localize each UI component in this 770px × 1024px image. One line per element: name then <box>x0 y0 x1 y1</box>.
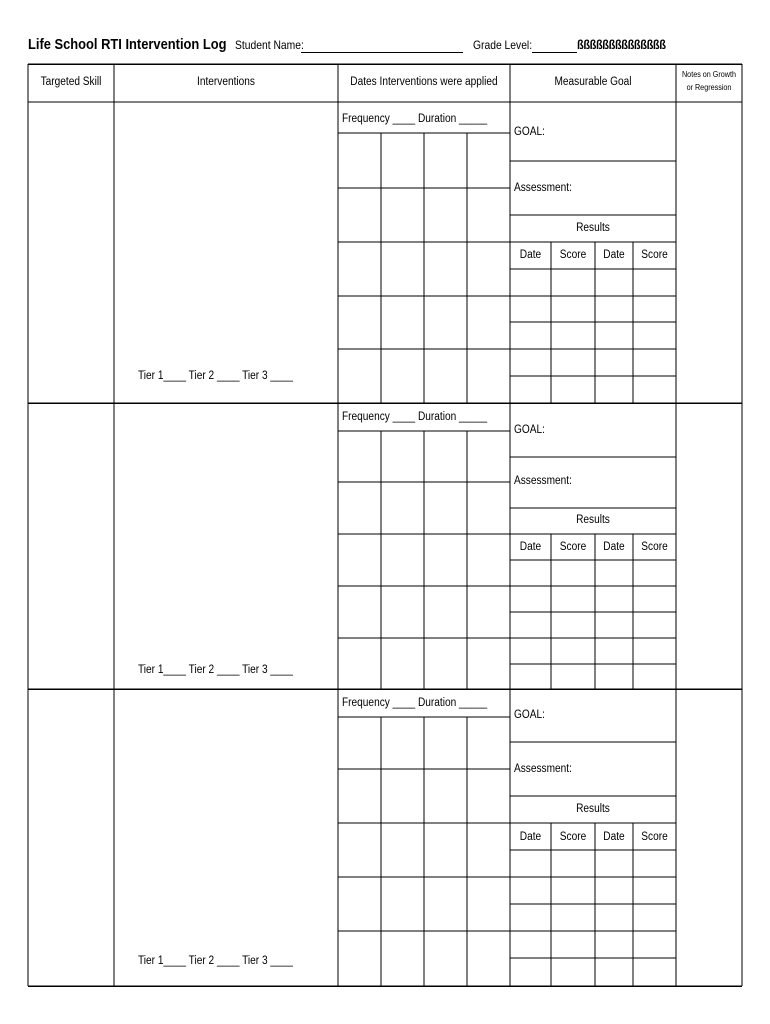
block1-res-date-1: Date <box>519 249 542 261</box>
header-measurable-goal: Measurable Goal <box>554 76 632 88</box>
header-interventions: Interventions <box>197 76 255 88</box>
block1-res-score-1: Score <box>559 249 587 261</box>
header-targeted-skill: Targeted Skill <box>40 76 102 88</box>
block2-goal-label: GOAL: <box>514 424 545 436</box>
block3-res-score-1: Score <box>559 831 587 843</box>
block2-assessment-label: Assessment: <box>514 475 572 487</box>
block1-tier-selection: Tier 1____ Tier 2 ____ Tier 3 ____ <box>138 370 293 382</box>
block1-goal-label: GOAL: <box>514 126 545 138</box>
block1-res-date-2: Date <box>603 249 625 261</box>
block3-res-date-2: Date <box>603 831 625 843</box>
block3-res-score-2: Score <box>641 831 668 843</box>
header-notes-line2: or Regression <box>686 83 732 92</box>
header-dates: Dates Interventions were applied <box>350 76 498 88</box>
block3-results-label: Results <box>576 803 610 815</box>
block1-frequency-duration: Frequency ____ Duration _____ <box>342 113 488 125</box>
block2-res-date-2: Date <box>603 541 625 553</box>
block3-assessment-label: Assessment: <box>514 763 572 775</box>
block2-res-score-1: Score <box>559 541 587 553</box>
block2-results-label: Results <box>576 514 610 526</box>
block3-res-date-1: Date <box>519 831 542 843</box>
block2-res-score-2: Score <box>641 541 668 553</box>
block2-frequency-duration: Frequency ____ Duration _____ <box>342 411 488 423</box>
block2-res-date-1: Date <box>519 541 542 553</box>
grade-level-value: ßßßßßßßßßßßßßß <box>577 37 666 52</box>
header-notes-line1: Notes on Growth <box>681 70 737 79</box>
page-title: Life School RTI Intervention Log <box>28 36 227 53</box>
block3-frequency-duration: Frequency ____ Duration _____ <box>342 697 488 709</box>
block3-tier-selection: Tier 1____ Tier 2 ____ Tier 3 ____ <box>138 955 293 967</box>
block1-assessment-label: Assessment: <box>514 182 572 194</box>
block2-tier-selection: Tier 1____ Tier 2 ____ Tier 3 ____ <box>138 664 293 676</box>
grade-level-label: Grade Level: <box>473 38 533 52</box>
block1-results-label: Results <box>576 222 610 234</box>
block1-res-score-2: Score <box>641 249 668 261</box>
student-name-label: Student Name: <box>235 38 304 52</box>
block3-goal-label: GOAL: <box>514 709 545 721</box>
